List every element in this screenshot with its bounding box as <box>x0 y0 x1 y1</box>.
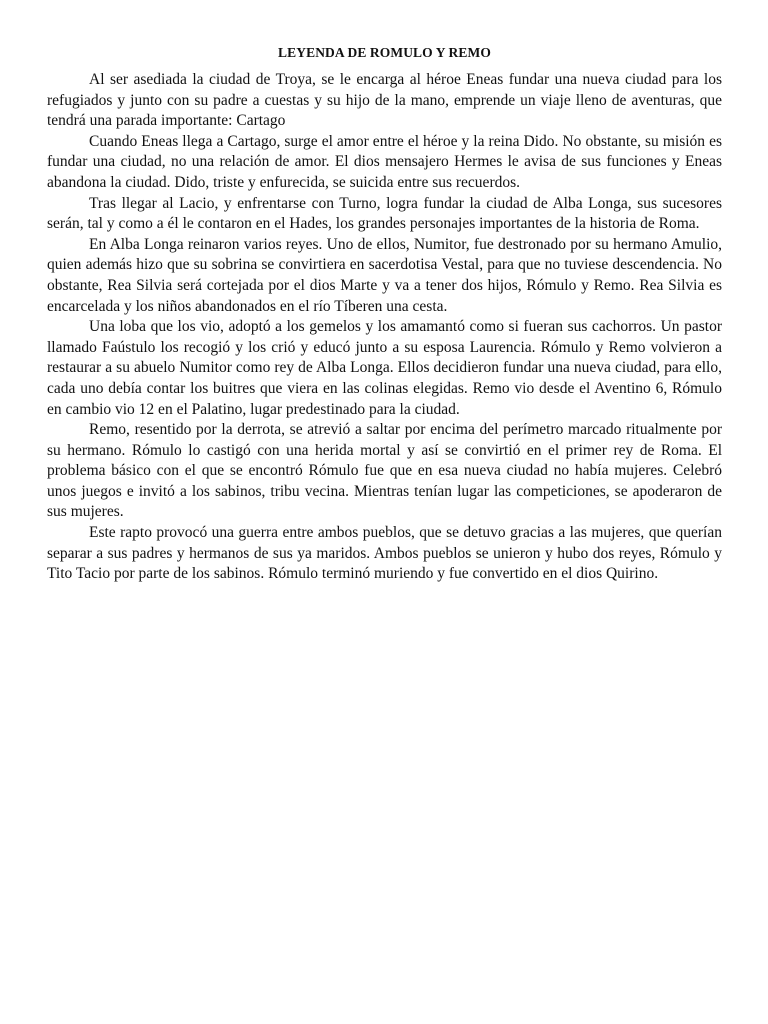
paragraph-5: Una loba que los vio, adoptó a los gemelos y los amamantó como si fueran sus cachorros. Un pastor llamado Faústulo los recogió y los crió y educó junto a su esposa Laurencia. Rómulo y Remo volvieron a restaurar a su abuelo Numitor como rey de Alba Longa. Ellos decidieron fundar una nueva ciudad, para ello, cada uno debía contar los buitres que viera en las colinas elegidas. Remo vio desde el Aventino 6, Rómulo en cambio vio 12 en el Palatino, lugar predestinado para la ciudad. <box>47 318 722 418</box>
paragraph-4: En Alba Longa reinaron varios reyes. Uno de ellos, Numitor, fue destronado por su hermano Amulio, quien además hizo que su sobrina se convirtiera en sacerdotisa Vestal, para que no tuviese descendencia. No obstante, Rea Silvia será cortejada por el dios Marte y va a tener dos hijos, Rómulo y Remo. Rea Silvia es encarcelada y los niños abandonados en el río Tíberen una cesta. <box>47 235 722 315</box>
paragraph-7: Este rapto provocó una guerra entre ambos pueblos, que se detuvo gracias a las mujeres, que querían separar a sus padres y hermanos de sus ya maridos. Ambos pueblos se unieron y hubo dos reyes, Rómulo y Tito Tacio por parte de los sabinos. Rómulo terminó muriendo y fue convertido en el dios Quirino. <box>47 524 722 583</box>
paragraph-3: Tras llegar al Lacio, y enfrentarse con Turno, logra fundar la ciudad de Alba Longa, sus sucesores serán, tal y como a él le contaron en el Hades, los grandes personajes importantes de la historia de Roma. <box>47 194 722 233</box>
document-page <box>47 44 722 585</box>
paragraph-1: Al ser asediada la ciudad de Troya, se le encarga al héroe Eneas fundar una nueva ciudad para los refugiados y junto con su padre a cuestas y su hijo de la mano, emprende un viaje lleno de aventuras, que tendrá una parada importante: Cartago <box>47 71 722 130</box>
paragraph-2: Cuando Eneas llega a Cartago, surge el amor entre el héroe y la reina Dido. No obstante, su misión es fundar una ciudad, no una relación de amor. El dios mensajero Hermes le avisa de sus funciones y Eneas abandona la ciudad. Dido, triste y enfurecida, se suicida entre sus recuerdos. <box>47 132 722 191</box>
document-title: LEYENDA DE ROMULO Y REMO <box>278 45 491 60</box>
paragraph-6: Remo, resentido por la derrota, se atrevió a saltar por encima del perímetro marcado ritualmente por su hermano. Rómulo lo castigó con una herida mortal y así se convirtió en el primer rey de Roma. El problema básico con el que se encontró Rómulo fue que en esa nueva ciudad no había mujeres. Celebró unos juegos e invitó a los sabinos, tribu vecina. Mientras tenían lugar las competiciones, se apoderaron de sus mujeres. <box>47 421 722 521</box>
